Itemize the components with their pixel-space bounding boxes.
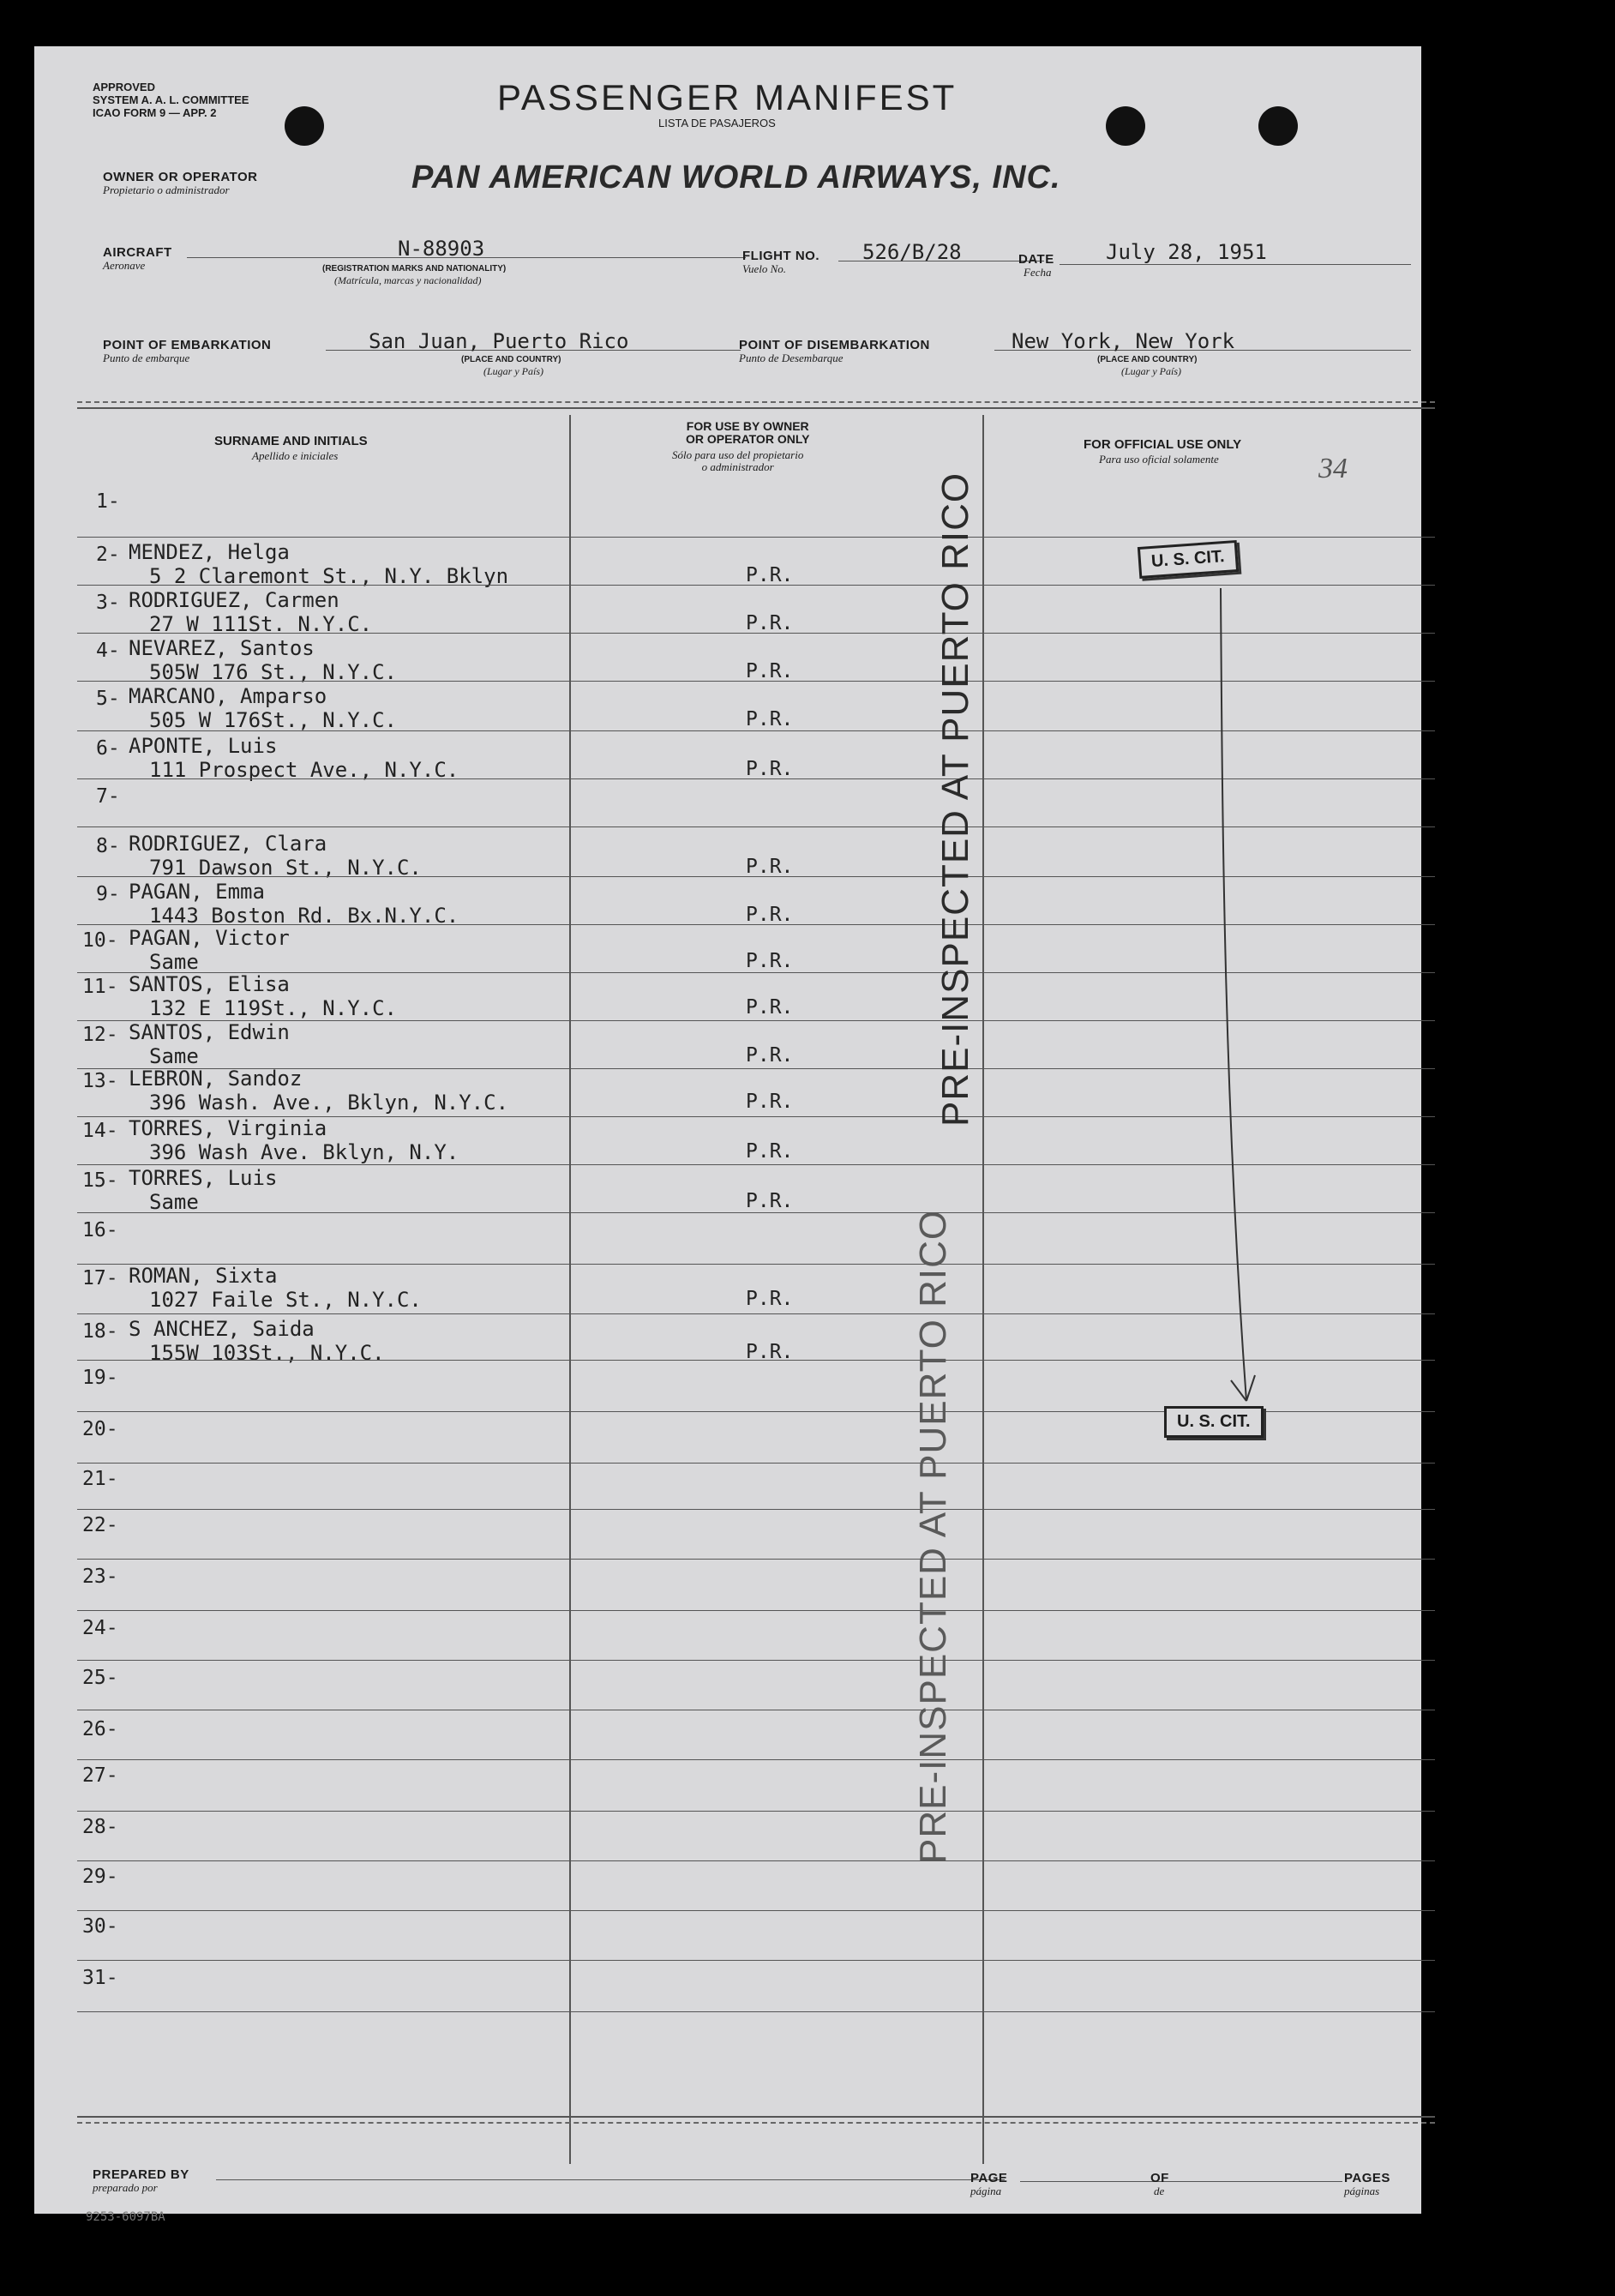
origin-code: P.R. — [746, 1140, 794, 1163]
row-number: 9- — [96, 883, 120, 905]
passenger-address: Same — [149, 950, 199, 974]
row-number: 10- — [82, 929, 118, 952]
row-number: 21- — [82, 1468, 118, 1490]
owner-label: OWNER OR OPERATOR — [103, 170, 258, 184]
origin-code: P.R. — [746, 1190, 794, 1212]
col-owner-header-es: Sólo para uso del propietario o administrador — [672, 448, 804, 473]
embarkation-label-es: Punto de embarque — [103, 352, 190, 364]
row-number: 30- — [82, 1915, 118, 1938]
passenger-name: MENDEZ, Helga — [129, 540, 290, 564]
row-rule — [77, 537, 1435, 538]
row-number: 1- — [96, 490, 120, 513]
row-rule — [77, 1960, 1435, 1961]
origin-code: P.R. — [746, 660, 794, 682]
row-rule — [77, 1811, 1435, 1812]
page-mark: 34 — [1318, 453, 1348, 484]
bracket-line — [1174, 578, 1269, 1418]
row-number: 3- — [96, 592, 120, 614]
form-code: 9253-6097BA — [86, 2210, 165, 2224]
passenger-name: PAGAN, Victor — [129, 926, 290, 950]
row-number: 23- — [82, 1566, 118, 1588]
passenger-address: 396 Wash. Ave., Bklyn, N.Y.C. — [149, 1091, 509, 1115]
flight-label: FLIGHT NO. — [742, 249, 820, 263]
passenger-name: MARCANO, Amparso — [129, 684, 327, 708]
embarkation-label: POINT OF EMBARKATION — [103, 338, 272, 352]
row-number: 25- — [82, 1667, 118, 1689]
us-citizen-stamp-top: U. S. CIT. — [1138, 540, 1239, 579]
embarkation-value: San Juan, Puerto Rico — [369, 329, 629, 353]
row-rule — [77, 1860, 1435, 1861]
passenger-name: APONTE, Luis — [129, 734, 278, 758]
row-number: 19- — [82, 1367, 118, 1389]
passenger-name: RODRIGUEZ, Carmen — [129, 588, 339, 612]
row-rule — [77, 1610, 1435, 1611]
passenger-address: 505W 176 St., N.Y.C. — [149, 660, 397, 684]
origin-code: P.R. — [746, 758, 794, 780]
column-divider — [982, 415, 984, 2164]
page-label-es: página — [970, 2185, 1002, 2197]
origin-code: P.R. — [746, 1288, 794, 1310]
col-surname-header-es: Apellido e iniciales — [252, 449, 339, 462]
row-rule — [77, 1509, 1435, 1510]
origin-code: P.R. — [746, 564, 794, 586]
row-number: 20- — [82, 1418, 118, 1440]
flight-value: 526/B/28 — [862, 240, 962, 264]
manifest-sheet — [34, 46, 1421, 2224]
passenger-name: TORRES, Luis — [129, 1166, 278, 1190]
place-note: (PLACE AND COUNTRY) — [461, 355, 561, 364]
pages-label-es: páginas — [1344, 2185, 1380, 2197]
passenger-name: RODRIGUEZ, Clara — [129, 832, 327, 856]
row-rule — [77, 1559, 1435, 1560]
passenger-name: PAGAN, Emma — [129, 880, 265, 904]
origin-code: P.R. — [746, 904, 794, 926]
registration-note-es: (Matrícula, marcas y nacionalidad) — [334, 274, 482, 286]
passenger-address: 132 E 119St., N.Y.C. — [149, 996, 397, 1020]
aircraft-label-es: Aeronave — [103, 259, 146, 272]
row-number: 22- — [82, 1514, 118, 1536]
page-label: PAGE — [970, 2171, 1008, 2185]
row-number: 2- — [96, 544, 120, 566]
row-number: 8- — [96, 835, 120, 857]
registration-note: (REGISTRATION MARKS AND NATIONALITY) — [322, 264, 507, 273]
passenger-address: Same — [149, 1044, 199, 1068]
origin-code: P.R. — [746, 1091, 794, 1113]
row-number: 18- — [82, 1320, 118, 1343]
passenger-name: S ANCHEZ, Saida — [129, 1317, 315, 1341]
row-number: 13- — [82, 1070, 118, 1092]
row-rule — [77, 2011, 1435, 2012]
row-number: 29- — [82, 1866, 118, 1888]
passenger-address: 5 2 Claremont St., N.Y. Bklyn — [149, 564, 509, 588]
passenger-address: 791 Dawson St., N.Y.C. — [149, 856, 422, 880]
row-number: 12- — [82, 1024, 118, 1046]
pages-label: PAGES — [1344, 2171, 1390, 2185]
prepared-by-label-es: preparado por — [93, 2181, 158, 2194]
col-official-header: FOR OFFICIAL USE ONLY — [1084, 437, 1242, 452]
passenger-name: ROMAN, Sixta — [129, 1264, 278, 1288]
row-number: 17- — [82, 1267, 118, 1289]
aircraft-value: N-88903 — [398, 237, 485, 261]
row-number: 11- — [82, 976, 118, 998]
owner-label-es: Propietario o administrador — [103, 183, 230, 196]
punch-hole — [1258, 106, 1298, 146]
origin-code: P.R. — [746, 1341, 794, 1363]
passenger-address: 1443 Boston Rd. Bx.N.Y.C. — [149, 904, 459, 928]
row-number: 6- — [96, 737, 120, 760]
disembarkation-value: New York, New York — [1012, 329, 1235, 353]
date-value: July 28, 1951 — [1106, 240, 1267, 264]
col-surname-header: SURNAME AND INITIALS — [214, 434, 368, 448]
row-number: 28- — [82, 1816, 118, 1838]
row-number: 26- — [82, 1718, 118, 1740]
flight-label-es: Vuelo No. — [742, 262, 787, 275]
row-number: 24- — [82, 1617, 118, 1639]
row-number: 31- — [82, 1967, 118, 1989]
disembarkation-label-es: Punto de Desembarque — [739, 352, 844, 364]
row-number: 7- — [96, 785, 120, 808]
place-note-es-2: (Lugar y País) — [1121, 365, 1181, 377]
of-label: OF — [1150, 2171, 1169, 2185]
passenger-address: 505 W 176St., N.Y.C. — [149, 708, 397, 732]
prepared-by-label: PREPARED BY — [93, 2167, 189, 2182]
place-note-es: (Lugar y País) — [483, 365, 543, 377]
origin-code: P.R. — [746, 612, 794, 634]
pre-inspected-stamp: PRE-INSPECTED AT PUERTO RICO — [934, 472, 976, 1127]
place-note-2: (PLACE AND COUNTRY) — [1097, 355, 1198, 364]
passenger-name: SANTOS, Edwin — [129, 1020, 290, 1044]
of-label-es: de — [1154, 2185, 1165, 2197]
date-label-es: Fecha — [1024, 266, 1052, 279]
row-rule — [77, 1463, 1435, 1464]
passenger-address: 396 Wash Ave. Bklyn, N.Y. — [149, 1140, 459, 1164]
origin-code: P.R. — [746, 1044, 794, 1067]
passenger-address: 1027 Faile St., N.Y.C. — [149, 1288, 422, 1312]
pre-inspected-stamp-faint: PRE-INSPECTED AT PUERTO RICO — [912, 1209, 954, 1864]
page-subtitle: LISTA DE PASAJEROS — [658, 117, 776, 129]
date-label: DATE — [1018, 252, 1054, 267]
approval-block: APPROVED SYSTEM A. A. L. COMMITTEE ICAO FORM 9 — APP. 2 — [93, 81, 249, 119]
origin-code: P.R. — [746, 950, 794, 972]
col-official-header-es: Para uso oficial solamente — [1099, 453, 1219, 466]
punch-hole — [1106, 106, 1145, 146]
row-number: 14- — [82, 1120, 118, 1142]
airline-name: PAN AMERICAN WORLD AIRWAYS, INC. — [411, 159, 1061, 195]
origin-code: P.R. — [746, 996, 794, 1019]
row-number: 4- — [96, 640, 120, 662]
disembarkation-label: POINT OF DISEMBARKATION — [739, 338, 930, 352]
passenger-name: LEBRON, Sandoz — [129, 1067, 303, 1091]
aircraft-label: AIRCRAFT — [103, 245, 172, 260]
passenger-address: 27 W 111St. N.Y.C. — [149, 612, 373, 636]
row-number: 16- — [82, 1219, 118, 1241]
passenger-name: TORRES, Virginia — [129, 1116, 327, 1140]
passenger-address: 155W 103St., N.Y.C. — [149, 1341, 385, 1365]
column-divider — [569, 415, 571, 2164]
row-rule — [77, 1759, 1435, 1760]
origin-code: P.R. — [746, 708, 794, 730]
punch-hole — [285, 106, 324, 146]
passenger-address: Same — [149, 1190, 199, 1214]
page-title: PASSENGER MANIFEST — [497, 77, 958, 117]
passenger-name: NEVAREZ, Santos — [129, 636, 315, 660]
row-rule — [77, 1910, 1435, 1911]
passenger-address: 111 Prospect Ave., N.Y.C. — [149, 758, 459, 782]
row-number: 27- — [82, 1764, 118, 1787]
us-citizen-stamp-bottom: U. S. CIT. — [1164, 1406, 1264, 1438]
row-number: 15- — [82, 1169, 118, 1192]
col-owner-header: FOR USE BY OWNER OR OPERATOR ONLY — [686, 419, 810, 446]
row-rule — [77, 1660, 1435, 1661]
passenger-name: SANTOS, Elisa — [129, 972, 290, 996]
origin-code: P.R. — [746, 856, 794, 878]
row-number: 5- — [96, 688, 120, 710]
